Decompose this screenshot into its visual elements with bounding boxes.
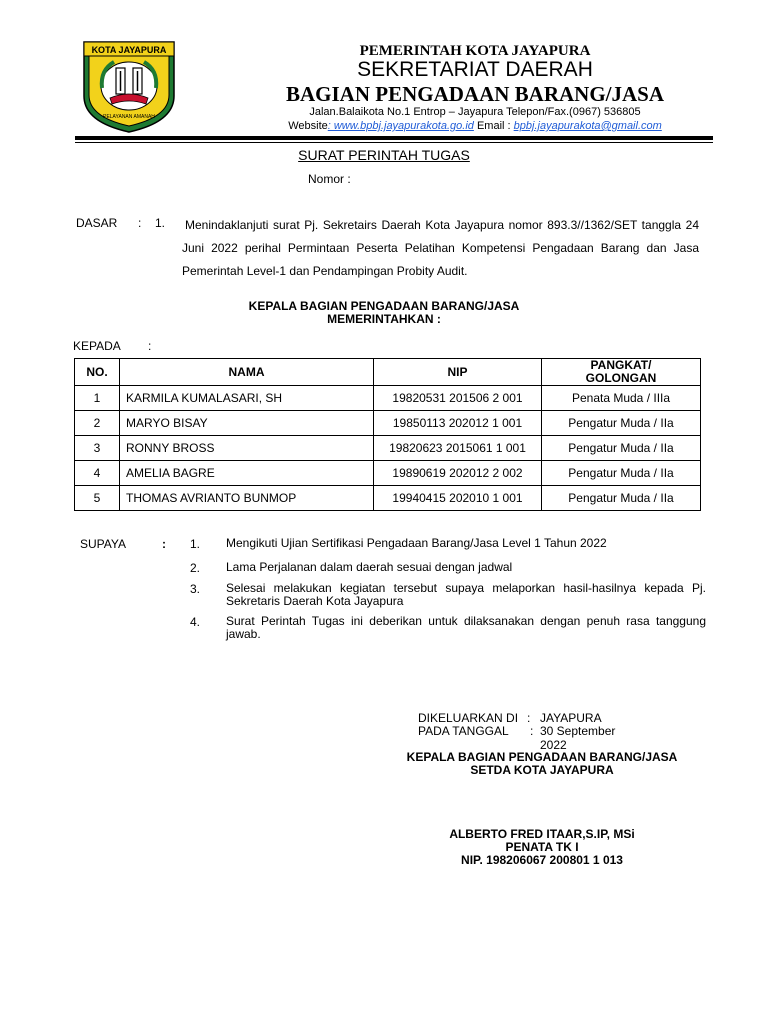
signatory-rank: PENATA TK I — [505, 840, 579, 854]
kepada-label: KEPADA — [73, 339, 121, 353]
cell-nip: 19820531 201506 2 001 — [374, 386, 542, 411]
table-row — [75, 461, 701, 486]
issued-date-colon: : — [530, 724, 534, 738]
table-row — [75, 436, 701, 461]
city-emblem-logo — [80, 38, 178, 134]
cell-golongan: Pengatur Muda / IIa — [542, 486, 701, 511]
supaya-item-number: 3. — [189, 582, 200, 596]
order-heading: KEPALA BAGIAN PENGADAAN BARANG/JASA — [248, 299, 520, 313]
cell-nama: MARYO BISAY — [120, 411, 374, 436]
cell-nip: 19820623 2015061 1 001 — [374, 436, 542, 461]
cell-nip: 19890619 202012 2 002 — [374, 461, 542, 486]
letterhead-address: Jalan.Balaikota No.1 Entrop – Jayapura Telepon/Fax.(0967) 536805 — [309, 106, 641, 118]
issued-date-label: PADA TANGGAL — [418, 724, 509, 738]
header-nip: NIP — [374, 359, 542, 386]
cell-no: 4 — [75, 461, 120, 486]
signatory-name: ALBERTO FRED ITAAR,S.IP, MSi — [449, 827, 635, 841]
supaya-item-text: Lama Perjalanan dalam daerah sesuai dengan jadwal — [226, 560, 513, 574]
document-number-label: Nomor : — [308, 172, 351, 186]
letterhead-rule-thin — [75, 142, 713, 143]
cell-nama: AMELIA BAGRE — [120, 461, 374, 486]
website-label: Website — [288, 120, 328, 132]
cell-no: 5 — [75, 486, 120, 511]
header-golongan-line1: PANGKAT/ — [590, 358, 652, 372]
cell-golongan: Penata Muda / IIIa — [542, 386, 701, 411]
email-label: Email : — [476, 120, 511, 132]
cell-golongan: Pengatur Muda / IIa — [542, 411, 701, 436]
cell-no: 3 — [75, 436, 120, 461]
cell-nip: 19850113 202012 1 001 — [374, 411, 542, 436]
logo-motto-text: PELAYANAN AMANAH — [103, 114, 155, 120]
supaya-item-text: Selesai melakukan kegiatan tersebut supaya melaporkan hasil-hasilnya kepada Pj. Sekretaris Daerah Kota Jayapura — [226, 581, 706, 608]
supaya-item-text: Mengikuti Ujian Sertifikasi Pengadaan Barang/Jasa Level 1 Tahun 2022 — [226, 536, 607, 550]
letterhead-secretariat: SEKRETARIAT DAERAH — [357, 58, 593, 81]
issued-date: 30 September 2022 — [540, 724, 616, 752]
cell-golongan: Pengatur Muda / IIa — [542, 461, 701, 486]
signatory-nip: NIP. 198206067 200801 1 013 — [461, 853, 623, 867]
cell-golongan: Pengatur Muda / IIa — [542, 436, 701, 461]
document-title: SURAT PERINTAH TUGAS — [298, 147, 470, 163]
members-table — [74, 358, 701, 511]
letterhead-rule-thick — [75, 136, 713, 140]
dasar-label: DASAR — [76, 216, 118, 230]
issued-place: JAYAPURA — [540, 711, 602, 725]
supaya-item-text: Surat Perintah Tugas ini deberikan untuk dilaksanakan dengan penuh rasa tanggung jawab. — [226, 614, 706, 641]
table-header-row — [75, 359, 701, 386]
letterhead-government: PEMERINTAH KOTA JAYAPURA — [359, 43, 591, 59]
issued-date-line — [418, 724, 644, 752]
signatory-office-unit: SETDA KOTA JAYAPURA — [470, 763, 614, 777]
table-row — [75, 486, 701, 511]
header-golongan — [542, 359, 701, 386]
signatory-office: KEPALA BAGIAN PENGADAAN BARANG/JASA — [406, 750, 678, 764]
cell-no: 1 — [75, 386, 120, 411]
supaya-colon: : — [162, 537, 166, 551]
dasar-item-number: 1. — [155, 216, 166, 230]
supaya-item-number: 4. — [189, 615, 200, 629]
header-golongan-line2: GOLONGAN — [585, 371, 657, 385]
table-row — [75, 411, 701, 436]
cell-nama: RONNY BROSS — [120, 436, 374, 461]
issued-place-label: DIKELUARKAN DI — [418, 711, 519, 725]
order-subheading: MEMERINTAHKAN : — [327, 312, 441, 326]
header-no: NO. — [75, 359, 120, 386]
supaya-item-number: 2. — [189, 561, 200, 575]
cell-nama: THOMAS AVRIANTO BUNMOP — [120, 486, 374, 511]
letterhead-contact — [180, 120, 768, 132]
cell-nip: 19940415 202010 1 001 — [374, 486, 542, 511]
kepada-colon: : — [148, 339, 152, 353]
cell-nama: KARMILA KUMALASARI, SH — [120, 386, 374, 411]
logo-top-text: KOTA JAYAPURA — [91, 45, 167, 55]
dasar-colon: : — [138, 216, 142, 230]
dasar-text: Menindaklanjuti surat Pj. Sekretairs Daerah Kota Jayapura nomor 893.3//1362/SET tanggla 24 Juni 2022 perihal Permintaan Peserta Pelatihan Kompetensi Pengadaan Barang dan Jasa Pemerintah Level-1 dan Pendampingan Probity Audit. — [182, 218, 699, 278]
email-link[interactable]: bpbj.jayapurakota@gmail.com — [513, 120, 662, 132]
supaya-item-number: 1. — [189, 537, 200, 551]
table-row — [75, 386, 701, 411]
website-link[interactable]: : www.bpbj.jayapurakota.go.id — [327, 120, 474, 132]
supaya-label: SUPAYA — [80, 537, 127, 551]
header-nama: NAMA — [120, 359, 374, 386]
issued-place-colon: : — [527, 711, 531, 725]
letterhead-department: BAGIAN PENGADAAN BARANG/JASA — [285, 82, 665, 106]
cell-no: 2 — [75, 411, 120, 436]
